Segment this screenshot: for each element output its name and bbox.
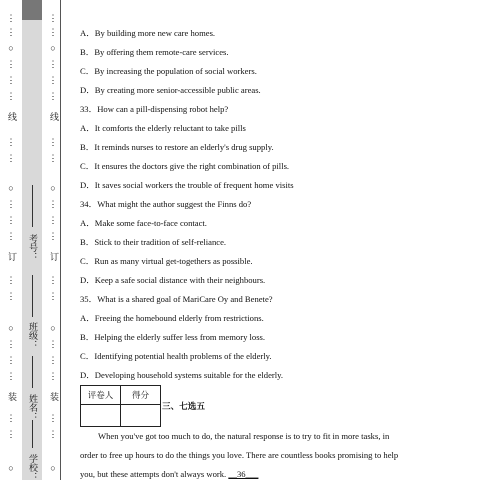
score-table [80,385,161,427]
passage-line-2: order to free up hours to do the things you love. There are countless books promising to help [80,450,399,460]
q35-stem: 35．What is a shared goal of MariCare Oy and Benete? [80,294,273,304]
passage-line-3-text: you, but these attempts don't always work. [80,469,229,479]
score-cell[interactable] [121,405,161,427]
binding-edge-line [60,0,61,480]
section-title: 三、七选五 [162,402,205,412]
reviewer-header: 评卷人 [81,386,121,405]
q34-stem: 34．What might the author suggest the Finns do? [80,199,252,209]
q32-option-d: D．By creating more senior-accessible public areas. [80,85,261,95]
q33-option-d: D．It saves social workers the trouble of frequent home visits [80,180,294,190]
exam-no-field[interactable] [32,185,33,227]
q34-option-d: D．Keep a safe social distance with their neighbours. [80,275,266,285]
fold-dotted-line-left: ⋮ ⋮ ○ ⋮ ⋮ ⋮ ⋮ ⋮ ○ ⋮ ⋮ ⋮ ⋮ ⋮ ○ ⋮ ⋮ ⋮ ⋮ ⋮ ○ [6,13,16,473]
fold-dotted-line-right: ⋮ ⋮ ○ ⋮ ⋮ ⋮ ⋮ ⋮ ○ ⋮ ⋮ ⋮ ⋮ ⋮ ○ ⋮ ⋮ ⋮ ⋮ ⋮ ○ [48,13,58,473]
fold-label-line-left: 线 [7,112,17,121]
class-label: 班级： [28,321,38,349]
binding-margin [0,0,62,480]
fold-label-order-right: 订 [49,252,59,261]
q35-option-c: C．Identifying potential health problems of the elderly. [80,351,272,361]
fold-label-bind-right: 装 [49,392,59,401]
q34-option-a: A．Make some face-to-face contact. [80,218,207,228]
reviewer-cell[interactable] [81,405,121,427]
blank-36: __36___ [228,469,259,479]
binding-grey-top [22,0,42,20]
q33-option-c: C．It ensures the doctors give the right combination of pills. [80,161,290,171]
school-field[interactable] [32,420,33,448]
q35-option-b: B．Helping the elderly suffer less from memory loss. [80,332,266,342]
score-header: 得分 [121,386,161,405]
q32-option-b: B．By offering them remote-care services. [80,47,229,57]
q32-option-c: C．By increasing the population of social workers. [80,66,257,76]
name-field[interactable] [32,356,33,388]
fold-label-bind-left: 装 [7,392,17,401]
q33-option-a: A．It comforts the elderly reluctant to take pills [80,123,246,133]
fold-label-line-right: 线 [49,112,59,121]
q34-option-c: C．Run as many virtual get-togethers as possible. [80,256,253,266]
q33-option-b: B．It reminds nurses to restore an elderly's drug supply. [80,142,274,152]
fold-label-order-left: 订 [7,252,17,261]
class-field[interactable] [32,275,33,317]
q32-option-a: A．By building more new care homes. [80,28,216,38]
q34-option-b: B．Stick to their tradition of self-reliance. [80,237,227,247]
q35-option-a: A．Freeing the homebound elderly from restrictions. [80,313,264,323]
exam-no-label: 考号： [28,233,38,261]
q35-option-d: D．Developing household systems suitable for the elderly. [80,370,284,380]
q33-stem: 33．How can a pill-dispensing robot help? [80,104,229,114]
school-label: 学校： [28,453,38,481]
passage-line-1: When you've got too much to do, the natural response is to try to fit in more tasks, in [98,431,390,441]
name-label: 姓名： [28,393,38,421]
passage-line-3 [80,469,258,480]
